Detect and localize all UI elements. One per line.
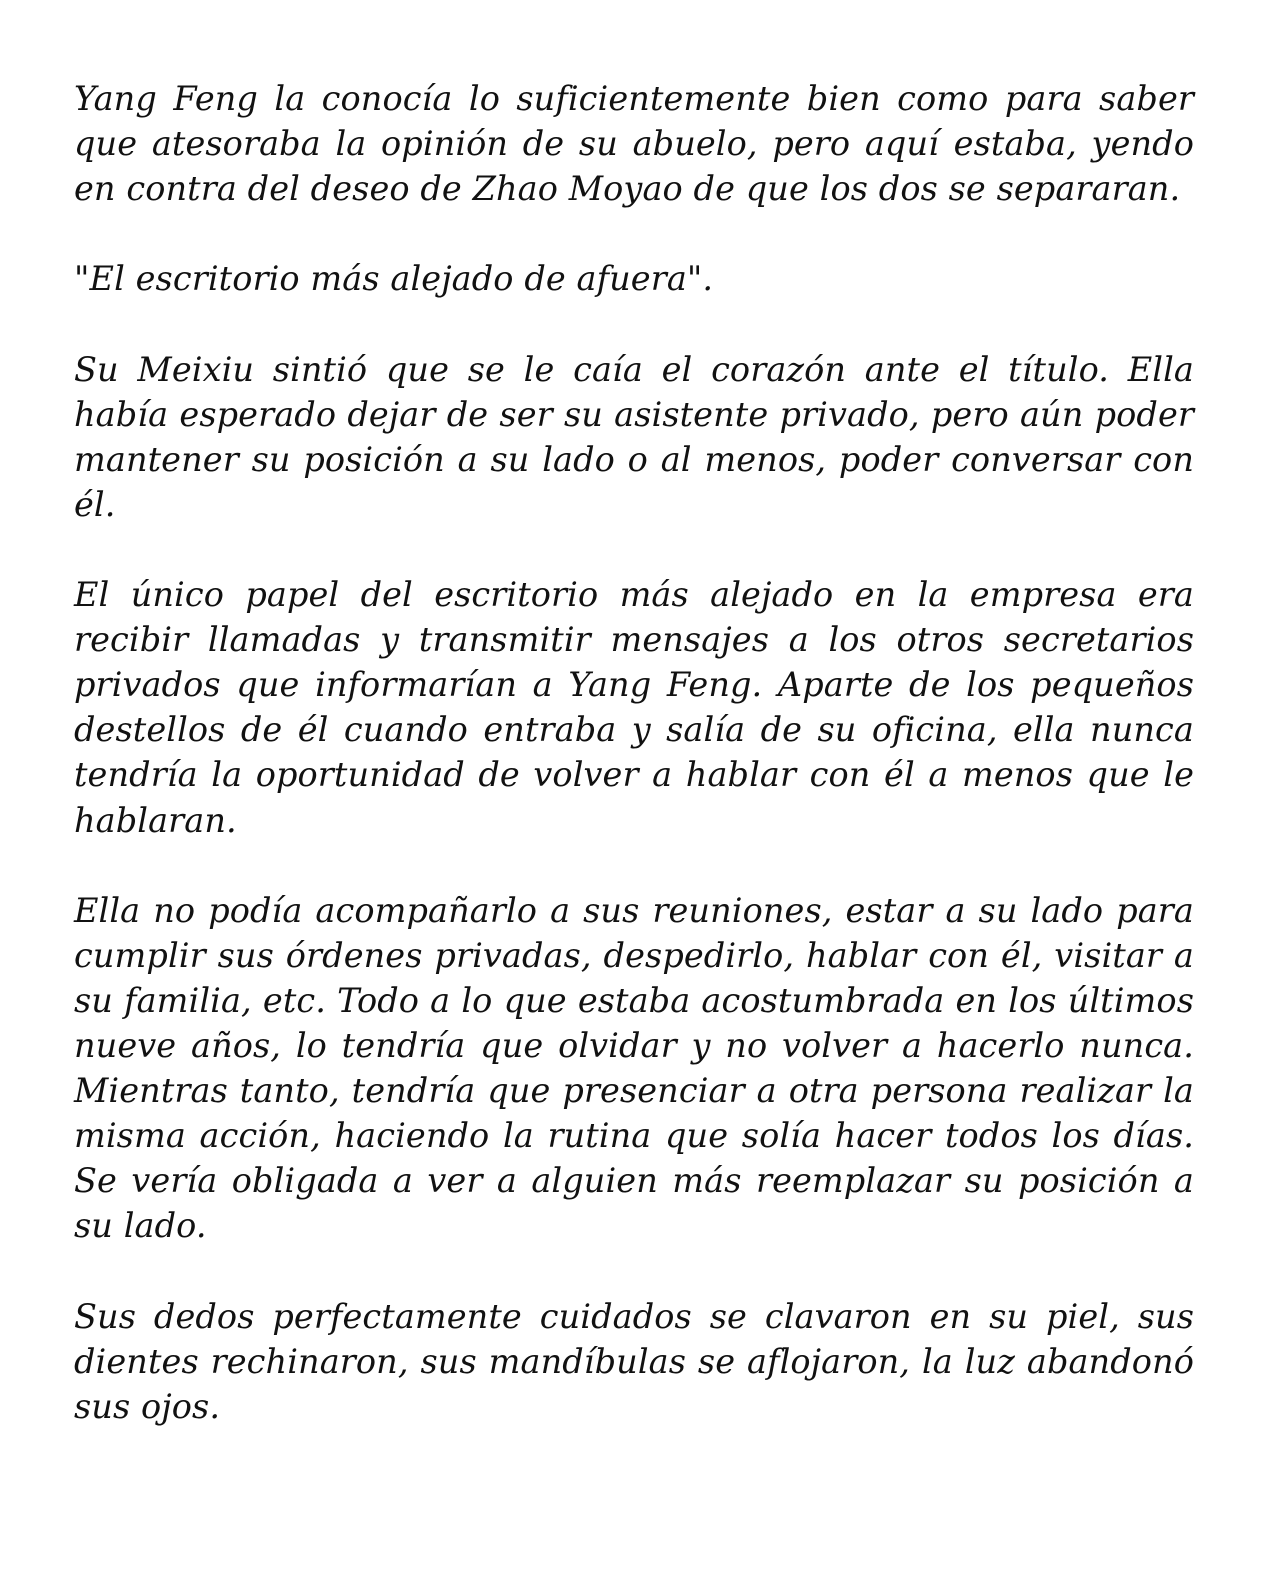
paragraph-6: Sus dedos perfectamente cuidados se clavaron en su piel, sus dientes rechinaron, sus mandíbulas se aflojaron, la luz abandonó sus ojos. (74, 1296, 1194, 1426)
paragraph-5: Ella no podía acompañarlo a sus reuniones, estar a su lado para cumplir sus órdenes privadas, despedirlo, hablar con él, visitar a su familia, etc. Todo a lo que estaba acostumbrada en los últimos nueve años, lo tendría que olvidar y no volver a hacerlo nunca. Mientras tanto, tendría que presenciar a otra persona realizar la misma acción, haciendo la rutina que solía hacer todos los días. Se vería obligada a ver a alguien más reemplazar su posición a su lado. (74, 890, 1194, 1246)
document-body (74, 76, 1194, 1429)
paragraph-2: "El escritorio más alejado de afuera". (74, 259, 714, 299)
paragraph-3: Su Meixiu sintió que se le caía el corazón ante el título. Ella había esperado dejar de ser su asistente privado, pero aún poder mantener su posición a su lado o al menos, poder conversar con él. (74, 349, 1194, 524)
paragraph-4: El único papel del escritorio más alejado en la empresa era recibir llamadas y transmitir mensajes a los otros secretarios privados que informarían a Yang Feng. Aparte de los pequeños destellos de él cuando entraba y salía de su oficina, ella nunca tendría la oportunidad de volver a hablar con él a menos que le hablaran. (74, 575, 1194, 840)
paragraph-1: Yang Feng la conocía lo suficientemente bien como para saber que atesoraba la opinión de su abuelo, pero aquí estaba, yendo en contra del deseo de Zhao Moyao de que los dos se separaran. (74, 79, 1194, 209)
